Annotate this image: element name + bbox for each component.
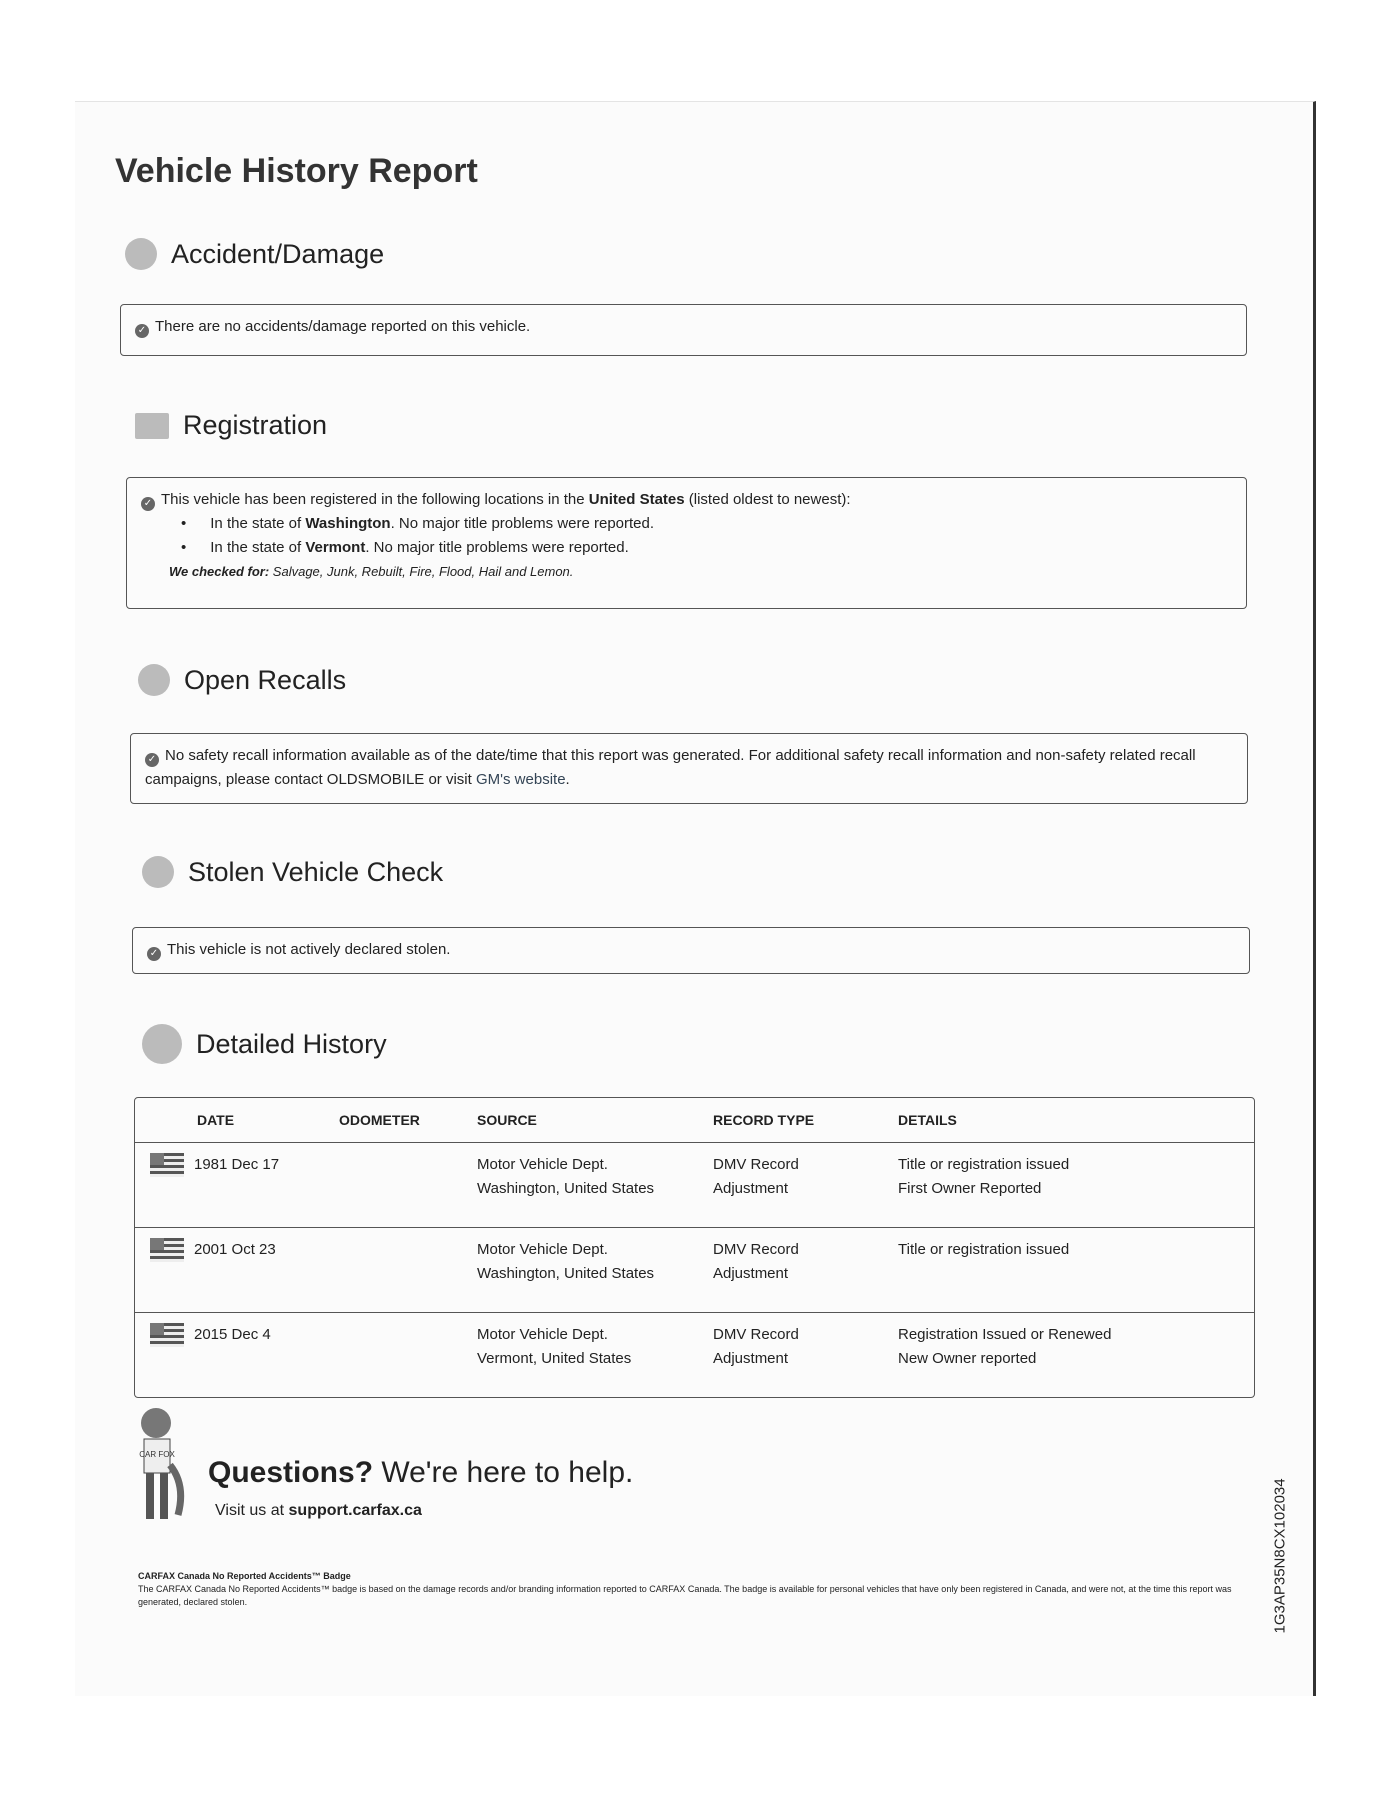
table-row: 2015 Dec 4 Motor Vehicle Dept. Vermont, United States DMV Record Adjustment Registration Issued or Renewed New Owner reported [135, 1313, 1254, 1397]
us-flag-icon [150, 1323, 184, 1347]
siren-icon [142, 856, 174, 888]
section-heading: Detailed History [196, 1028, 387, 1059]
section-history [142, 1024, 387, 1064]
section-stolen [142, 856, 443, 888]
list-item: • In the state of Vermont. No major title problems were reported. [181, 536, 1232, 560]
stolen-box [132, 927, 1250, 974]
clock-icon [142, 1024, 182, 1064]
section-accident [125, 238, 384, 270]
table-header: DATE ODOMETER SOURCE RECORD TYPE DETAILS [135, 1098, 1254, 1143]
history-table [134, 1097, 1255, 1398]
section-registration [135, 410, 327, 441]
registration-box [126, 477, 1247, 609]
section-recalls [138, 664, 346, 696]
text: This vehicle has been registered in the following locations in the [161, 491, 589, 508]
text: (listed oldest to newest): [684, 491, 851, 508]
section-heading: Accident/Damage [171, 238, 385, 269]
registration-card-icon [135, 413, 169, 439]
section-heading: Open Recalls [184, 664, 347, 695]
footer-disclaimer: CARFAX Canada No Reported Accidents™ Badge The CARFAX Canada No Reported Accidents™ badge is based on the damage records and/or branding information reported to CARFAX Canada. The badge is available for personal vehicles that have only been registered in Canada, and were not, at the time this report was generated, declared stolen. [138, 1571, 1232, 1607]
help-visit: Visit us at support.carfax.ca [215, 1502, 422, 1519]
check-icon: ✓ [135, 324, 149, 338]
list-item: • In the state of Washington. No major title problems were reported. [181, 512, 1232, 536]
vin-label: 1G3AP35N8CX102034 [1271, 1478, 1289, 1634]
country: United States [588, 491, 685, 508]
check-icon: ✓ [141, 497, 155, 511]
help-heading: Questions? We're here to help. [208, 1456, 634, 1489]
carfox-mascot-icon [134, 1405, 189, 1525]
car-damage-icon [125, 238, 157, 270]
us-flag-icon [150, 1238, 184, 1262]
us-flag-icon [150, 1153, 184, 1177]
check-icon: ✓ [147, 947, 161, 961]
check-icon: ✓ [145, 753, 159, 767]
svg-text:CAR FOX: CAR FOX [139, 1450, 175, 1459]
table-row: 2001 Oct 23 Motor Vehicle Dept. Washington, United States DMV Record Adjustment Title or registration issued [135, 1228, 1254, 1313]
page-title: Vehicle History Report [115, 152, 478, 190]
section-heading: Stolen Vehicle Check [188, 856, 444, 887]
recalls-text: No safety recall information available as of the date/time that this report was generated. For additional safety recall information and non-safety related recall campaigns, please contact OLDSMOBILE or visit [145, 747, 1196, 788]
table-row: 1981 Dec 17 Motor Vehicle Dept. Washington, United States DMV Record Adjustment Title or registration issued First Owner Reported [135, 1143, 1254, 1228]
accident-box [120, 304, 1247, 356]
gm-website-link[interactable]: GM's website [475, 771, 566, 788]
checked-for: We checked for: Salvage, Junk, Rebuilt, Fire, Flood, Hail and Lemon. [169, 564, 574, 579]
recalls-box: ✓ No safety recall information available as of the date/time that this report was generated. For additional safety recall information and non-safety related recall campaigns, please contact OLDSMOBILE or visit GM's website. [130, 733, 1248, 804]
accident-text: There are no accidents/damage reported on this vehicle. [155, 318, 531, 335]
stolen-text: This vehicle is not actively declared stolen. [167, 941, 451, 958]
section-heading: Registration [183, 410, 328, 440]
support-link[interactable]: support.carfax.ca [288, 1502, 422, 1519]
megaphone-icon [138, 664, 170, 696]
